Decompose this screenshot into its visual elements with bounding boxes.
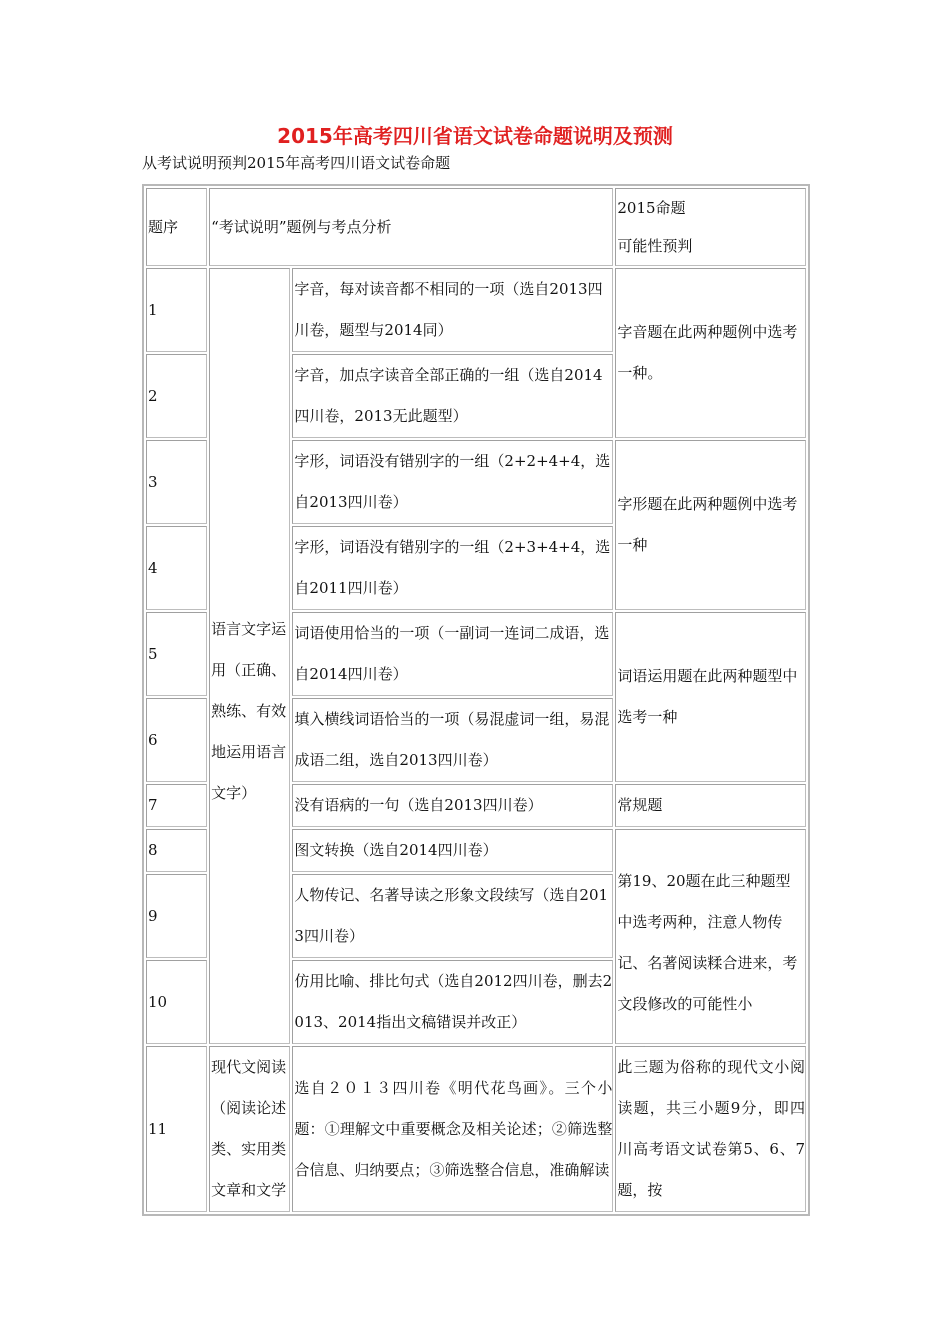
- prediction-cell: 字音题在此两种题例中选考一种。: [615, 268, 806, 438]
- table-row: [146, 268, 806, 352]
- prediction-cell: 此三题为俗称的现代文小阅读题，共三小题9分，即四川高考语文试卷第5、6、7题，按: [615, 1046, 806, 1212]
- row-description: 字音，每对读音都不相同的一项（选自2013四川卷，题型与2014同）: [292, 268, 613, 352]
- row-number: 10: [146, 960, 207, 1044]
- row-number: 1: [146, 268, 207, 352]
- exam-analysis-table: [142, 184, 810, 1216]
- row-number: 8: [146, 829, 207, 872]
- row-number: 5: [146, 612, 207, 696]
- row-description: 字形，词语没有错别字的一组（2+2+4+4，选自2013四川卷）: [292, 440, 613, 524]
- row-description: 选自２０１３四川卷《明代花鸟画》。三个小题：①理解文中重要概念及相关论述；②筛选整合信息、归纳要点；③筛选整合信息，准确解读: [292, 1046, 613, 1212]
- header-number: 题序: [146, 188, 207, 266]
- row-number: 9: [146, 874, 207, 958]
- row-description: 没有语病的一句（选自2013四川卷）: [292, 784, 613, 827]
- row-number: 6: [146, 698, 207, 782]
- prediction-cell: 常规题: [615, 784, 806, 827]
- prediction-cell: 词语运用题在此两种题型中选考一种: [615, 612, 806, 782]
- table-row: [146, 1046, 806, 1212]
- row-description: 人物传记、名著导读之形象文段续写（选自2013四川卷）: [292, 874, 613, 958]
- document-subtitle: 从考试说明预判2015年高考四川语文试卷命题: [142, 154, 451, 172]
- document-title: 2015年高考四川省语文试卷命题说明及预测: [277, 124, 673, 148]
- prediction-cell: 第19、20题在此三种题型中选考两种，注意人物传记、名著阅读糅合进来，考文段修改的可能性小: [615, 829, 806, 1044]
- category-language-text: 语言文字运用（正确、熟练、有效地运用语言文字）: [211, 619, 287, 802]
- row-description: 图文转换（选自2014四川卷）: [292, 829, 613, 872]
- table-header-row: [146, 188, 806, 266]
- row-description: 词语使用恰当的一项（一副词一连词二成语，选自2014四川卷）: [292, 612, 613, 696]
- row-number: 7: [146, 784, 207, 827]
- row-description: 仿用比喻、排比句式（选自2012四川卷，删去2013、2014指出文稿错误并改正）: [292, 960, 613, 1044]
- row-number: 4: [146, 526, 207, 610]
- category-language: [209, 268, 290, 1044]
- header-analysis: “考试说明”题例与考点分析: [209, 188, 613, 266]
- row-number: 3: [146, 440, 207, 524]
- row-description: 填入横线词语恰当的一项（易混虚词一组，易混成语二组，选自2013四川卷）: [292, 698, 613, 782]
- row-number: 11: [146, 1046, 207, 1212]
- prediction-cell: 字形题在此两种题例中选考一种: [615, 440, 806, 610]
- header-prediction-line2: 可能性预判: [617, 237, 693, 255]
- row-description: 字形，词语没有错别字的一组（2+3+4+4，选自2011四川卷）: [292, 526, 613, 610]
- header-prediction-line1: 2015命题: [617, 199, 686, 217]
- header-prediction: [615, 188, 806, 266]
- category-reading: 现代文阅读（阅读论述类、实用类文章和文学: [209, 1046, 290, 1212]
- row-description: 字音，加点字读音全部正确的一组（选自2014四川卷，2013无此题型）: [292, 354, 613, 438]
- row-number: 2: [146, 354, 207, 438]
